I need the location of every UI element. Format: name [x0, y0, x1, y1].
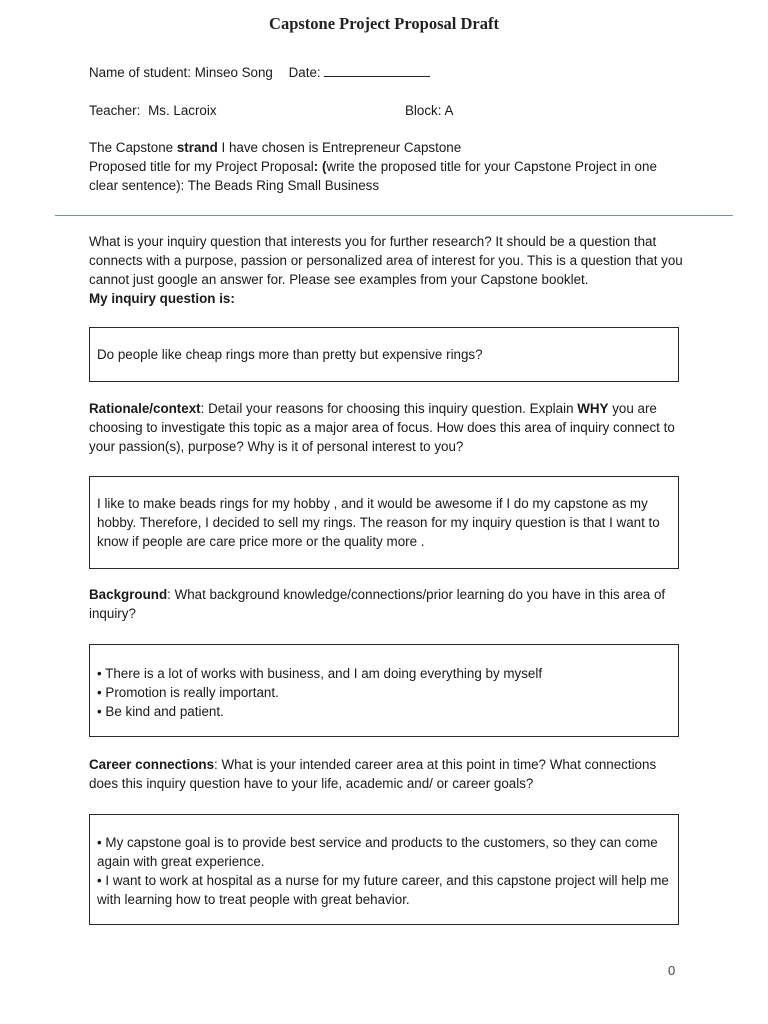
teacher-label: Teacher: [89, 103, 141, 118]
rationale-answer: I like to make beads rings for my hobby , and it would be awesome if I do my capstone as my hobby. Therefore, I decided to sell my rings. The reason for my inquiry question is that I want to know if people are care price more or the quality more . [97, 496, 660, 549]
document-title: Capstone Project Proposal Draft [269, 14, 499, 33]
background-bullet: • Promotion is really important. [97, 685, 279, 700]
strand-and-title [89, 138, 689, 195]
strand-line [89, 138, 689, 157]
rationale-heading: Rationale/context [89, 401, 201, 416]
career-bullet: • I want to work at hospital as a nurse for my future career, and this capstone project will help me with learning how to treat people with great behavior. [97, 873, 669, 907]
date-blank [324, 63, 430, 77]
rationale-prompt-block [89, 399, 693, 456]
section-divider [55, 215, 733, 216]
career-heading: Career connections [89, 757, 215, 772]
inquiry-prompt-block [89, 232, 691, 308]
block-value: A [444, 103, 454, 118]
background-bullet: • Be kind and patient. [97, 704, 224, 719]
block-line [405, 101, 453, 120]
teacher-line [89, 101, 217, 120]
background-bullet: • There is a lot of works with business, and I am doing everything by myself [97, 666, 543, 681]
background-prompt-block [89, 585, 673, 623]
inquiry-prompt: What is your inquiry question that interests you for further research? It should be a question that connects with a purpose, passion or personalized area of interest for you. This is a question that you cannot just google an answer for. Please see examples from your Capstone booklet. [89, 234, 683, 287]
proposed-title-text: write the proposed title for your Capstone Project in one clear sentence): The Beads Ring Small Business [89, 159, 657, 193]
career-answer-box[interactable] [89, 814, 679, 925]
proposed-title-line [89, 157, 689, 195]
inquiry-answer: Do people like cheap rings more than pretty but expensive rings? [97, 347, 483, 362]
student-line [89, 63, 430, 82]
inquiry-label: My inquiry question is: [89, 291, 235, 306]
background-heading: Background [89, 587, 168, 602]
rationale-prompt-b: you are choosing to investigate this topic as a major area of focus. How does this area of inquiry connect to your passion(s), purpose? Why is it of personal interest to you? [89, 401, 675, 454]
rationale-prompt-a: : Detail your reasons for choosing this inquiry question. Explain [200, 401, 578, 416]
rationale-why: WHY [577, 401, 609, 416]
proposed-title-prefix: Proposed title for my Project Proposal [89, 159, 314, 174]
background-answer-box[interactable] [89, 644, 679, 737]
student-label: Name of student: [89, 65, 191, 80]
strand-suffix: I have chosen is Entrepreneur Capstone [217, 140, 462, 155]
block-label: Block: [405, 103, 442, 118]
page-number: 0 [668, 963, 676, 978]
student-name: Minseo Song [194, 65, 273, 80]
date-label: Date: [288, 65, 321, 80]
career-prompt: : What is your intended career area at this point in time? What connections does this inquiry question have to your life, academic and/ or career goals? [89, 757, 657, 791]
inquiry-answer-box[interactable] [89, 327, 679, 382]
strand-bold: strand [176, 140, 218, 155]
rationale-answer-box[interactable] [89, 476, 679, 569]
career-bullet: • My capstone goal is to provide best service and products to the customers, so they can come again with great experience. [97, 835, 658, 869]
teacher-name: Ms. Lacroix [148, 103, 217, 118]
proposed-title-bold: : ( [313, 159, 327, 174]
career-prompt-block [89, 755, 673, 793]
background-prompt: : What background knowledge/connections/prior learning do you have in this area of inquiry? [89, 587, 666, 621]
strand-prefix: The Capstone [89, 140, 177, 155]
